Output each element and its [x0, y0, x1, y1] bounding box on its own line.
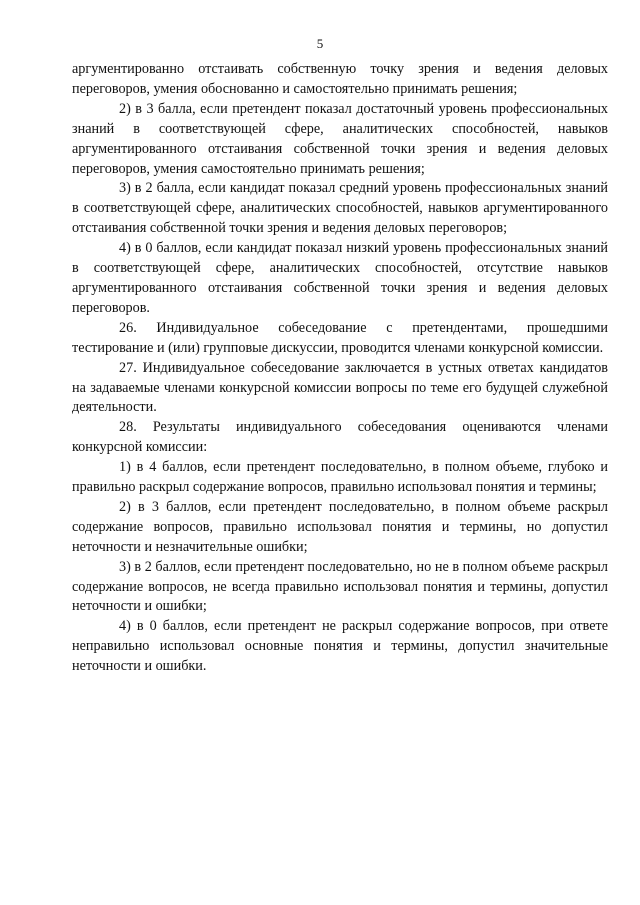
paragraph-interview-2-points: 3) в 2 баллов, если претендент последовательно, но не в полном объеме раскрыл содержание вопросов, не всегда правильно использовал понятия и термины, допустил неточности и ошибки; — [72, 558, 608, 615]
paragraph-clause-27: 27. Индивидуальное собеседование заключается в устных ответах кандидатов на задаваемые членами конкурсной комиссии вопросы по теме его будущей служебной деятельности. — [72, 359, 608, 416]
paragraph-criterion-3-points: 2) в 3 балла, если претендент показал достаточный уровень профессиональных знаний в соответствующей сфере, аналитических способностей, навыков аргументированного отстаивания собственной точки зрения и ведения деловых переговоров, умения самостоятельно принимать решения; — [72, 100, 608, 177]
paragraph-clause-28: 28. Результаты индивидуального собеседования оцениваются членами конкурсной комиссии: — [72, 419, 608, 456]
paragraph-clause-26: 26. Индивидуальное собеседование с претендентами, прошедшими тестирование и (или) групповые дискуссии, проводится членами конкурсной комиссии. — [72, 319, 608, 356]
paragraph-interview-0-points: 4) в 0 баллов, если претендент не раскрыл содержание вопросов, при ответе неправильно использовал основные понятия и термины, допустил значительные неточности и ошибки. — [72, 618, 608, 675]
page-number: 5 — [316, 36, 324, 51]
paragraph-interview-3-points: 2) в 3 баллов, если претендент последовательно, в полном объеме раскрыл содержание вопросов, правильно использовал понятия и термины, но допустил неточности и незначительные ошибки; — [72, 498, 608, 555]
document-body — [72, 60, 608, 677]
paragraph-criterion-0-points: 4) в 0 баллов, если кандидат показал низкий уровень профессиональных знаний в соответствующей сфере, аналитических способностей, отсутствие навыков аргументированного отстаивания собственной точки зрения и ведения деловых переговоров. — [72, 240, 608, 316]
paragraph-interview-4-points: 1) в 4 баллов, если претендент последовательно, в полном объеме, глубоко и правильно раскрыл содержание вопросов, правильно использовал понятия и термины; — [72, 459, 608, 496]
paragraph-continuation: аргументированно отстаивать собственную точку зрения и ведения деловых переговоров, умения обоснованно и самостоятельно принимать решения; — [72, 61, 608, 97]
paragraph-criterion-2-points: 3) в 2 балла, если кандидат показал средний уровень профессиональных знаний в соответствующей сфере, аналитических способностей, навыков аргументированного отстаивания собственной точки зрения и ведения деловых переговоров; — [72, 180, 608, 237]
